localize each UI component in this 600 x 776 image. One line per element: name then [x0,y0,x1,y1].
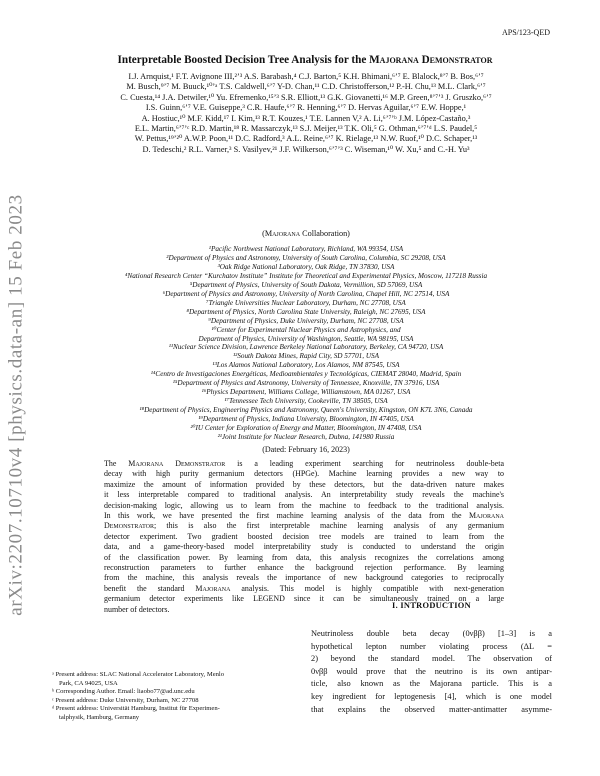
intro-line: that explains the observed matter-antimatter asymme- [311,704,552,714]
intro-line: ticle, also known as the Majorana particle. This is a [311,679,552,689]
affiliation-line: ¹Pacific Northwest National Laboratory, Richland, WA 99354, USA [208,245,404,253]
abstract-line: of the classification power. By learning from data, this analysis recognizes the correlations among [104,552,504,562]
affiliation-line: ⁷Triangle Universities Nuclear Laboratory, Durham, NC 27708, USA [206,298,406,307]
paper-title: Interpretable Boosted Decision Tree Analysis for the Majorana Demonstrator [117,54,493,66]
footnote-mark: ᵃ [52,671,54,678]
author-line: A. Hostiuc,¹⁰ M.F. Kidd,¹⁷ I. Kim,¹³ R.T. Kouzes,¹ T.E. Lannen V,² A. Li,⁶ʼ⁷ʼᵇ J.M. López-Castaño,³ [141,113,471,123]
abstract-line: detector experiment. Two gradient boosted decision tree models are trained to learn from the [104,531,504,541]
intro-line: Neutrinoless double beta decay (0νββ) [1–3] is a [311,629,552,638]
affiliation-line: ¹⁸Department of Physics, Engineering Physics and Astronomy, Queen's University, Kingston, ON K7L 3N6, Canada [139,406,473,415]
abstract-line: benefit the standard Majorana analysis. This model is highly compatible with next-generation [104,583,504,593]
section-heading-introduction: I. INTRODUCTION [392,601,471,610]
footnote [52,697,290,706]
abstract-line: maximize the amount of information provided by these detectors, but the data-driven nature makes [104,479,504,489]
footnote-text: Present address: Duke University, Durham, NC 27708 [55,696,199,704]
footnote-text: Corresponding Author. Email: liaobo77@ad.unc.edu [55,688,195,695]
affiliation-line: ¹⁶Physics Department, Williams College, Williamstown, MA 01267, USA [201,388,411,397]
affiliation-line: ²¹Joint Institute for Nuclear Research, Dubna, 141980 Russia [217,433,395,442]
affiliation-line: ¹⁷Tennessee Tech University, Cookeville, TN 38505, USA [224,397,388,406]
abstract-line: The Majorana Demonstrator is a leading experiment searching for neutrinoless double-beta [104,459,504,468]
affiliation-line: ²Department of Physics and Astronomy, University of South Carolina, Columbia, SC 29208, USA [166,253,446,262]
affiliation-line: Department of Physics, University of Washington, Seattle, WA 98195, USA [198,334,414,343]
footnote-mark: ᶜ [52,696,54,704]
author-line: D. Tedeschi,² R.L. Varner,³ S. Vasilyev,²¹ J.F. Wilkerson,⁶ʼ⁷ʼ³ C. Wiseman,¹⁰ W. Xu,⁵ and C.-H. Yu³ [142,144,470,154]
affiliation-list [62,245,550,442]
affiliation-line: ¹²South Dakota Mines, Rapid City, SD 57701, USA [232,352,380,361]
footnote [52,671,290,680]
footnote [52,688,290,697]
footnote-mark: ᵇ [52,688,55,695]
author-list [62,72,550,155]
affiliation-line: ³Oak Ridge National Laboratory, Oak Ridge, TN 37830, USA [217,262,395,271]
abstract-line: decision-making logic, allowing us to learn from the machine to feedback to the traditional analysis. [104,500,504,510]
footnote-mark: ᵈ [52,705,55,712]
affiliation-line: ¹¹Nuclear Science Division, Lawrence Berkeley National Laboratory, Berkeley, CA 94720, USA [168,343,444,352]
report-number: APS/123-QED [501,28,550,37]
abstract-line: germanium detector experiments like LEGEND since it can be simultaneously trained on a large [104,594,504,604]
affiliation-line: ⁹Department of Physics, Duke University, Durham, NC 27708, USA [208,316,404,325]
footnote [52,705,290,714]
arxiv-side-stamp [2,194,32,616]
intro-line: 2) beyond the standard model. The observation of [311,654,552,664]
intro-line: 0νββ would prove that the neutrino is its own antipar- [311,666,552,676]
introduction-text [311,628,552,716]
author-line: E.L. Martin,⁶ʼ⁷ʼᶜ R.D. Martin,¹⁸ R. Massarczyk,¹³ S.J. Meijer,¹³ T.K. Oli,⁵ G. Othman,⁶ʼ⁷ʼᵈ L.S. Paudel,⁵ [134,124,478,134]
author-line: C. Cuesta,¹⁴ J.A. Detwiler,¹⁰ Yu. Efremenko,¹⁵ʼ³ S.R. Elliott,¹³ G.K. Giovanetti,¹⁶ M.P. Green,⁸ʼ⁷ʼ³ J. Gruszko,⁶ʼ⁷ [120,92,492,102]
affiliation-line: ²⁰IU Center for Exploration of Energy and Matter, Bloomington, IN 47408, USA [190,424,422,433]
author-line: M. Busch,⁹ʼ⁷ M. Buuck,¹⁰ʼᵃ T.S. Caldwell,⁶ʼ⁷ Y-D. Chan,¹¹ C.D. Christofferson,¹² P.-H. Chu,¹³ M.L. Clark,⁶ʼ⁷ [126,82,486,92]
arxiv-identifier: arXiv:2207.10710v4 [physics.data-an] 15 Feb 2023 [6,194,27,616]
author-line: I.J. Arnquist,¹ F.T. Avignone III,²ʼ³ A.S. Barabash,⁴ C.J. Barton,⁵ K.H. Bhimani,⁶ʼ⁷ E. Blalock,⁸ʼ⁷ B. Bos,⁶ʼ⁷ [128,72,484,81]
author-line: I.S. Guinn,⁶ʼ⁷ V.E. Guiseppe,³ C.R. Haufe,⁶ʼ⁷ R. Henning,⁶ʼ⁷ D. Hervas Aguilar,⁶ʼ⁷ E.W. Hoppe,¹ [145,103,467,113]
abstract-line: Demonstrator; this is also the first interpretable machine learning analysis of any germanium [104,521,504,531]
abstract-line: data, and a game-theory-based model interpretability study is conducted to understand the origin [104,542,504,552]
footnote-continuation: talphysik, Hamburg, Germany [59,713,140,721]
abstract [104,459,504,615]
footnote-text: Present address: Universität Hamburg, Institut für Experimen- [55,705,220,712]
footnotes [52,671,290,722]
abstract-line: decay with high purity germanium detectors (HPGe). Machine learning provides a new way to [104,469,504,479]
affiliation-line: ¹³Los Alamos National Laboratory, Los Alamos, NM 87545, USA [212,361,400,370]
affiliation-line: ⁶Department of Physics and Astronomy, University of North Carolina, Chapel Hill, NC 27514, USA [162,289,450,298]
abstract-line: it less interpretable compared to traditional analysis. An interpretability study reveals the machine's [104,490,504,500]
affiliation-line: ¹⁹Department of Physics, Indiana University, Bloomington, IN 47405, USA [198,415,414,424]
abstract-line: from the machine, this analysis reveals the importance of new background categories to reciprocally [104,573,504,583]
dated-line: (Dated: February 16, 2023) [262,445,350,454]
affiliation-line: ⁴National Research Center “Kurchatov Institute” Institute for Theoretical and Experimental Physics, Moscow, 117218 Russia [124,271,488,280]
author-line: W. Pettus,¹⁹ʼ²⁰ A.W.P. Poon,¹¹ D.C. Radford,³ A.L. Reine,⁶ʼ⁷ K. Rielage,¹³ N.W. Ruof,¹⁰ D.C. Schaper,¹³ [134,134,478,144]
affiliation-line: ⁵Department of Physics, University of South Dakota, Vermillion, SD 57069, USA [189,280,423,289]
intro-line: hypothetical lepton number violating process (ΔL = [311,641,552,651]
footnote-continuation: Park, CA 94025, USA [59,679,118,687]
affiliation-line: ¹⁵Department of Physics and Astronomy, University of Tennessee, Knoxville, TN 37916, USA [172,379,440,388]
affiliation-line: ¹⁴Centro de Investigaciones Energéticas, Medioambientales y Tecnológicas, CIEMAT 28040, Madrid, Spain [150,370,462,379]
abstract-line: In this work, we have presented the first machine learning analysis of the data from the Majorana [104,511,504,521]
affiliation-line: ¹⁰Center for Experimental Nuclear Physics and Astrophysics, and [211,325,401,334]
collaboration-name: (Majorana Collaboration) [262,229,350,238]
abstract-line: reconstruction parameters to further enhance the background rejection performance. By learning [104,563,504,573]
footnote-text: Present address: SLAC National Accelerator Laboratory, Menlo [55,671,225,678]
abstract-line: number of detectors. [104,604,170,614]
affiliation-line: ⁸Department of Physics, North Carolina State University, Raleigh, NC 27695, USA [186,307,426,316]
intro-line: key ingredient for leptogenesis [4], which is one model [311,691,552,701]
